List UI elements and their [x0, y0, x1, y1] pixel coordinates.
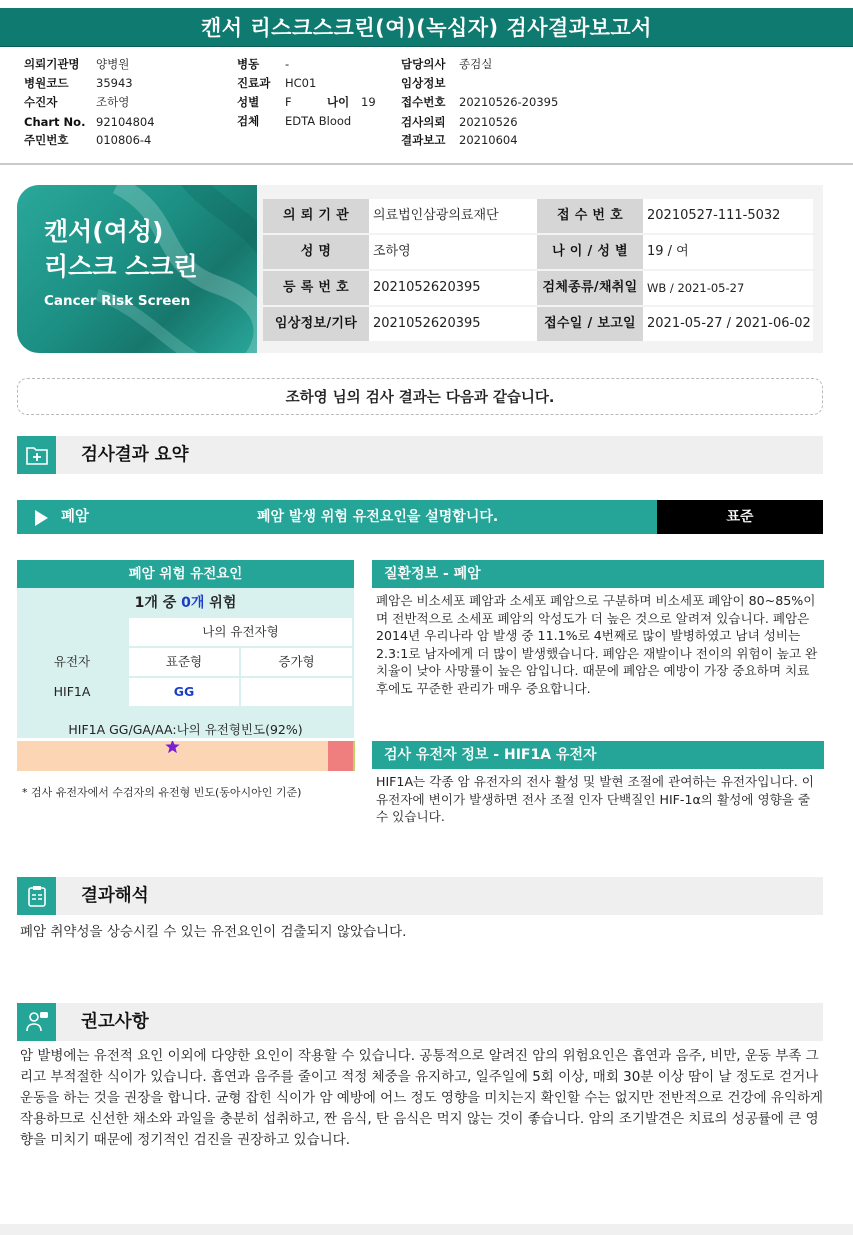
info-specimen-value: WB / 2021-05-27: [643, 271, 813, 305]
institution-value: 양병원: [96, 57, 130, 71]
ward-value: -: [285, 57, 290, 71]
doctor-consult-icon: [17, 1003, 56, 1041]
cancer-description: 폐암 발생 위험 유전요인을 설명합니다.: [257, 509, 499, 525]
hospital-code-value: 35943: [96, 76, 133, 90]
report-title: 캔서 리스크스크린(여)(녹십자) 검사결과보고서: [201, 16, 652, 40]
info-clinical-value: 2021052620395: [369, 307, 537, 341]
report-title-bar: [0, 8, 853, 47]
page-footer-strip: [0, 1224, 853, 1235]
info-receipt-value: 20210527-111-5032: [643, 199, 813, 233]
genotype-frequency-bar: [17, 741, 355, 771]
card-subtitle: Cancer Risk Screen: [44, 293, 191, 309]
hospital-code-label: 병원코드: [24, 76, 69, 90]
frequency-segment-3: [353, 741, 355, 771]
info-agesex-value: 19 / 여: [643, 235, 813, 269]
chart-no-value: 92104804: [96, 115, 155, 129]
report-label: 결과보고: [401, 133, 446, 147]
risk-summary-count: 0개: [181, 595, 205, 611]
receipt-no-label: 접수번호: [401, 95, 446, 109]
section-recommendation-header: [17, 1003, 823, 1041]
request-label: 검사의뢰: [401, 115, 446, 129]
doctor-value: 종검실: [459, 57, 493, 71]
risk-factor-table: [17, 560, 354, 738]
risk-summary-pre: 1개 중: [134, 595, 182, 611]
card-title-line1: 캔서(여성): [44, 217, 164, 246]
info-reg-value: 2021052620395: [369, 271, 537, 305]
section-recommendation-title: 권고사항: [81, 1012, 149, 1032]
sex-value: F: [285, 95, 292, 109]
section-interpretation-title: 결과해석: [81, 886, 149, 906]
play-arrow-icon: [35, 510, 48, 526]
cancer-name: 폐암: [61, 509, 90, 525]
standard-genotype: GG: [129, 678, 239, 706]
info-inst-label: 의 뢰 기 관: [263, 199, 369, 233]
info-inst-value: 의료법인삼광의료재단: [369, 199, 537, 233]
request-value: 20210526: [459, 115, 518, 129]
my-genotype-header: 나의 유전자형: [129, 618, 352, 646]
col-standard-header: 표준형: [129, 648, 239, 676]
risk-summary: [17, 588, 354, 618]
age-value: 19: [361, 95, 376, 109]
frequency-label: HIF1A GG/GA/AA:나의 유전형빈도(92%): [68, 722, 303, 737]
specimen-value: EDTA Blood: [285, 114, 352, 128]
specimen-label: 검체: [237, 114, 260, 128]
ward-label: 병동: [237, 57, 260, 71]
cancer-risk-screen-card: [17, 185, 257, 353]
info-receipt-label: 접 수 번 호: [537, 199, 643, 233]
frequency-segment-2: [328, 741, 353, 771]
info-name-label: 성 명: [263, 235, 369, 269]
col-gene-header: 유전자: [53, 654, 91, 669]
recipient-value: 조하영: [96, 95, 130, 109]
clinical-info-label: 임상정보: [401, 76, 446, 90]
recommendation-text: 암 발병에는 유전적 요인 이외에 다양한 요인이 작용할 수 있습니다. 공통적으로 알려진 암의 위험요인은 흡연과 음주, 비만, 운동 부족 그리고 부적절한 식이가 있습니다. 흡연과 음주를 줄이고 적정 체중을 유지하고, 일주일에 5회 이상, 매회 30분 이상 땀이 날 정도로 걷거나 운동을 하는 것을 권장을 합니다. 균형 잡힌 식이가 암 예방에 어느 정도 영향을 미치는지 확인할 수는 없지만 전반적으로 건강에 유익하게 작용하므로 신선한 채소와 과일을 충분히 섭취하고, 짠 음식, 탄 음식은 먹지 않는 것이 좋습니다. 암의 조기발견은 치료의 성공률에 큰 영향을 미치기 때문에 정기적인 검진을 권장하고 있습니다.: [20, 1048, 824, 1148]
info-agesex-label: 나 이 / 성 별: [537, 235, 643, 269]
age-label: 나이: [327, 95, 350, 109]
increased-genotype: [241, 678, 352, 706]
frequency-note: * 검사 유전자에서 수검자의 유전형 빈도(동아시아인 기준): [22, 786, 302, 799]
report-value: 20210604: [459, 133, 518, 147]
info-clinical-label: 임상정보/기타: [263, 307, 369, 341]
risk-summary-post: 위험: [204, 595, 237, 611]
card-title-line2: 리스크 스크린: [44, 252, 198, 281]
info-name-value: 조하영: [369, 235, 537, 269]
risk-status-badge: 표준: [657, 500, 823, 534]
dept-value: HC01: [285, 76, 317, 90]
interpretation-text: 폐암 취약성을 상승시킬 수 있는 유전요인이 검출되지 않았습니다.: [20, 924, 407, 940]
receipt-no-value: 20210526-20395: [459, 95, 559, 109]
doctor-label: 담당의사: [401, 57, 446, 71]
sex-label: 성별: [237, 95, 260, 109]
result-intro-banner: 조하영 님의 검사 결과는 다음과 같습니다.: [17, 378, 823, 415]
info-specimen-label: 검체종류/채취일: [537, 271, 643, 305]
gene-info-body: HIF1A는 각종 암 유전자의 전사 활성 및 발현 조절에 관여하는 유전자입니다. 이 유전자에 변이가 발생하면 전사 조절 인자 단백질인 HIF-1α의 활성에 영향을 줄 수 있습니다.: [376, 774, 814, 825]
lung-cancer-row: [17, 500, 823, 534]
gene-info-header: 검사 유전자 정보 - HIF1A 유전자: [372, 741, 824, 769]
disease-info-header: 질환정보 - 폐암: [372, 560, 824, 588]
disease-info-panel: [372, 560, 824, 698]
gene-name: HIF1A: [53, 684, 91, 699]
folder-plus-icon: [17, 436, 56, 474]
disease-info-body: 폐암은 비소세포 폐암과 소세포 폐암으로 구분하며 비소세포 폐암이 80~85%이며 전반적으로 소세포 폐암의 악성도가 더 높은 것으로 알려져 있습니다. 폐암은 2014년 우리나라 암 발생 중 11.1%로 4번째로 많이 발병하였고 남녀 성비는 2.3:1로 남자에게 더 많이 발생했습니다. 폐암은 재발이나 전이의 위험이 높고 완치율이 낮아 사망률이 높은 암입니다. 때문에 폐암은 예방이 가장 중요하며 치료 후에도 꾸준한 관리가 매우 중요합니다.: [376, 593, 818, 696]
recipient-label: 수진자: [24, 95, 58, 109]
info-reg-label: 등 록 번 호: [263, 271, 369, 305]
info-dates-value: 2021-05-27 / 2021-06-02: [643, 307, 813, 341]
chart-no-label: Chart No.: [24, 115, 86, 129]
col-increased-header: 증가형: [241, 648, 352, 676]
resident-no-value: 010806-4: [96, 133, 152, 147]
patient-info-table: [257, 185, 823, 353]
clipboard-icon: [17, 877, 56, 915]
risk-table-header: 폐암 위험 유전요인: [17, 560, 354, 588]
section-interpretation-header: [17, 877, 823, 915]
gene-info-panel: [372, 741, 824, 826]
dept-label: 진료과: [237, 76, 271, 90]
section-summary-header: [17, 436, 823, 474]
info-dates-label: 접수일 / 보고일: [537, 307, 643, 341]
resident-no-label: 주민번호: [24, 133, 69, 147]
section-summary-title: 검사결과 요약: [81, 445, 189, 465]
institution-label: 의뢰기관명: [24, 57, 80, 71]
patient-meta: [0, 55, 853, 165]
